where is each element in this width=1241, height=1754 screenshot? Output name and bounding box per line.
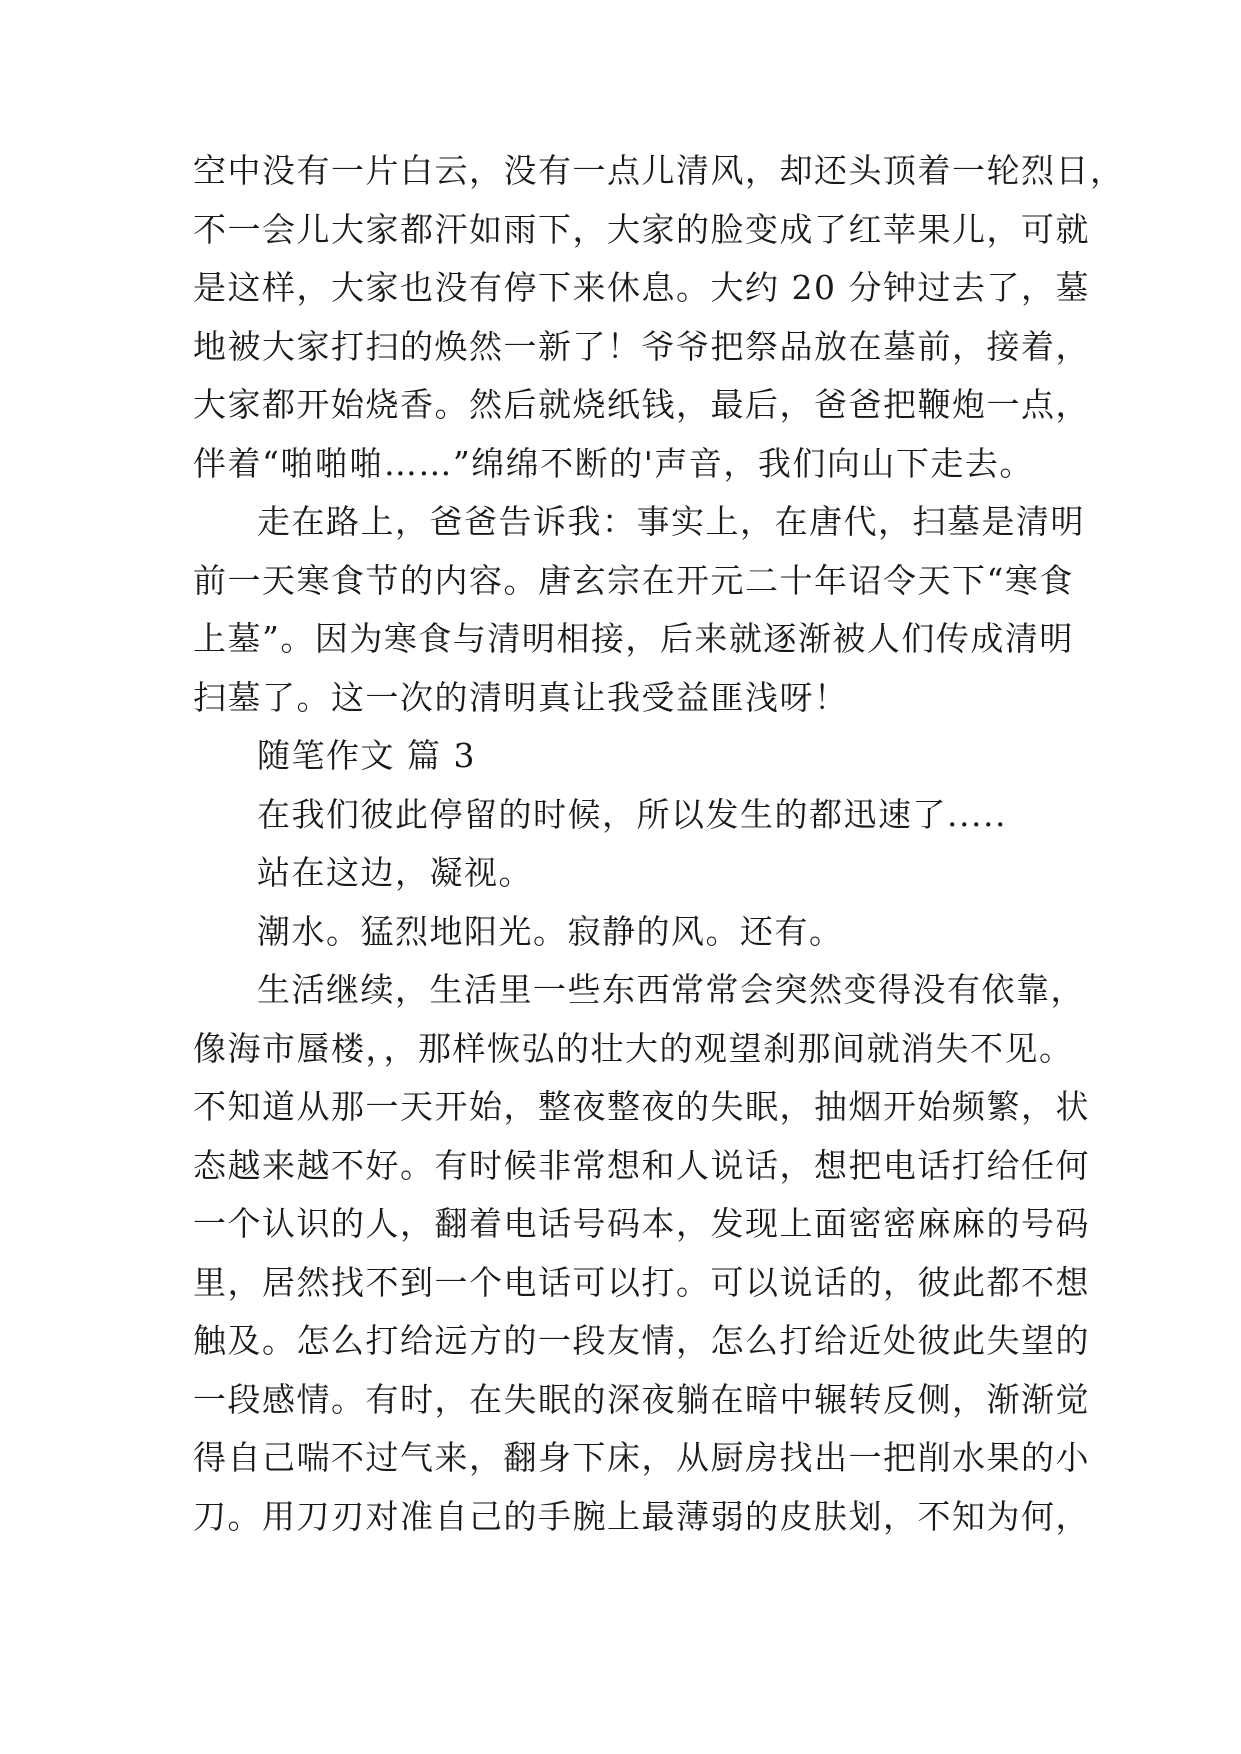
- paragraph-first-line: 走在路上，爸爸告诉我：事实上，在唐代，扫墓是清明: [257, 502, 1085, 541]
- text-line: 得自己喘不过气来，翻身下床，从厨房找出一把削水果的小: [193, 1438, 1090, 1477]
- text-line: 上墓”。因为寒食与清明相接，后来就逐渐被人们传成清明: [193, 619, 1074, 658]
- text-line: 刀。用刀刃对准自己的手腕上最薄弱的皮肤划，不知为何，: [193, 1497, 1090, 1536]
- text-line: 不知道从那一天开始，整夜整夜的失眠，抽烟开始频繁，状: [193, 1087, 1090, 1126]
- paragraph-first-line: 生活继续，生活里一些东西常常会突然变得没有依靠，: [257, 970, 1085, 1009]
- text-line: 是这样，大家也没有停下来休息。大约 20 分钟过去了，墓: [193, 268, 1090, 307]
- text-line: 大家都开始烧香。然后就烧纸钱，最后，爸爸把鞭炮一点，: [193, 385, 1090, 424]
- text-line: 像海市蜃楼，，那样恢弘的壮大的观望刹那间就消失不见。: [193, 1029, 1074, 1068]
- text-line: 一段感情。有时，在失眠的深夜躺在暗中辗转反侧，渐渐觉: [193, 1380, 1090, 1419]
- text-line: 不一会儿大家都汗如雨下，大家的脸变成了红苹果儿，可就: [193, 210, 1090, 249]
- text-line: 前一天寒食节的内容。唐玄宗在开元二十年诏令天下“寒食: [193, 561, 1074, 600]
- paragraph-first-line: 在我们彼此停留的时候，所以发生的都迅速了.....: [257, 795, 1007, 834]
- text-line: 里，居然找不到一个电话可以打。可以说话的，彼此都不想: [193, 1263, 1090, 1302]
- text-line: 态越来越不好。有时候非常想和人说话，想把电话打给任何: [193, 1146, 1090, 1185]
- text-line: 扫墓了。这一次的清明真让我受益匪浅呀！: [193, 678, 849, 717]
- paragraph-first-line: 潮水。猛烈地阳光。寂静的风。还有。: [257, 912, 844, 951]
- paragraph-first-line: 站在这边，凝视。: [257, 853, 533, 892]
- text-line: 伴着“啪啪啪……”绵绵不断的'声音，我们向山下走去。: [193, 444, 1034, 483]
- text-line: 触及。怎么打给远方的一段友情，怎么打给近处彼此失望的: [193, 1321, 1090, 1360]
- text-line: 一个认识的人，翻着电话号码本，发现上面密密麻麻的号码: [193, 1204, 1090, 1243]
- text-line: 空中没有一片白云，没有一点儿清风，却还头顶着一轮烈日，: [193, 151, 1125, 190]
- text-line: 地被大家打扫的焕然一新了！爷爷把祭品放在墓前，接着，: [193, 327, 1090, 366]
- section-heading: 随笔作文 篇 3: [257, 736, 476, 775]
